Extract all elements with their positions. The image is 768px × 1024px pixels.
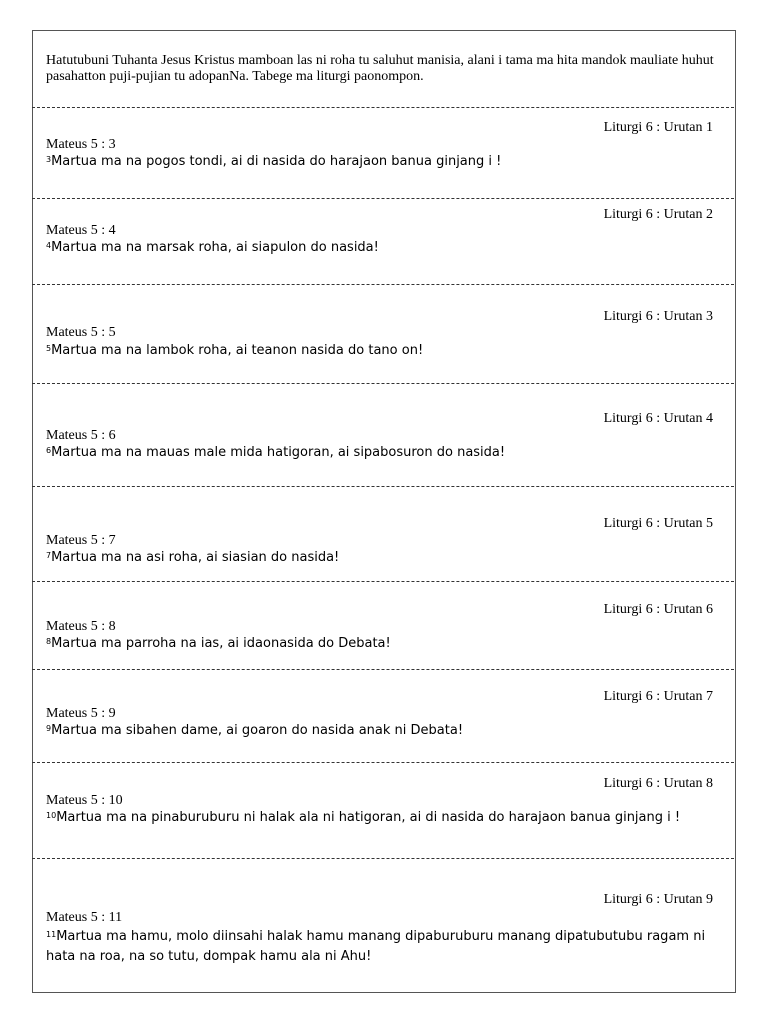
intro-paragraph: Hatutubuni Tuhanta Jesus Kristus mamboan las ni roha tu saluhut manisia, alani i tama ma hita mandok mauliate huhut pasahatton puji-pujian tu adopanNa. Tabege ma liturgi paonompon. [46, 53, 714, 84]
verse-reference: Mateus 5 : 10 [46, 793, 123, 808]
section-divider [32, 107, 734, 108]
verse-text [46, 548, 716, 568]
verse-reference: Mateus 5 : 4 [46, 223, 116, 238]
verse-reference: Mateus 5 : 3 [46, 137, 116, 152]
liturgi-label: Liturgi 6 : Urutan 7 [603, 689, 713, 704]
section-divider [32, 581, 734, 582]
verse-body: Martua ma na asi roha, ai siasian do nasida! [51, 550, 340, 565]
verse-number: 10 [46, 811, 57, 820]
page-frame [32, 30, 736, 993]
liturgi-label: Liturgi 6 : Urutan 5 [603, 516, 713, 531]
liturgi-label: Liturgi 6 : Urutan 9 [603, 892, 713, 907]
verse-body: Martua ma na pogos tondi, ai di nasida do harajaon banua ginjang i ! [51, 154, 502, 169]
verse-reference: Mateus 5 : 11 [46, 910, 123, 925]
verse-number: 4 [46, 241, 52, 250]
verse-text [46, 152, 716, 172]
verse-number: 3 [46, 155, 52, 164]
verse-reference: Mateus 5 : 7 [46, 533, 116, 548]
verse-body: Martua ma na lambok roha, ai teanon nasida do tano on! [51, 343, 424, 358]
verse-number: 5 [46, 344, 52, 353]
verse-number: 11 [46, 930, 57, 939]
section-divider [32, 198, 734, 199]
verse-text [46, 721, 716, 741]
verse-reference: Mateus 5 : 9 [46, 706, 116, 721]
verse-number: 6 [46, 446, 52, 455]
verse-text [46, 808, 716, 828]
verse-text [46, 443, 716, 463]
liturgi-label: Liturgi 6 : Urutan 2 [603, 207, 713, 222]
verse-text [46, 238, 716, 258]
verse-body: Martua ma na pinaburuburu ni halak ala ni hatigoran, ai di nasida do harajaon banua ginjang i ! [56, 810, 681, 825]
verse-number: 9 [46, 724, 52, 733]
verse-number: 7 [46, 551, 52, 560]
section-divider [32, 383, 734, 384]
verse-body: Martua ma sibahen dame, ai goaron do nasida anak ni Debata! [51, 723, 464, 738]
liturgi-label: Liturgi 6 : Urutan 1 [603, 120, 713, 135]
verse-body: Martua ma na mauas male mida hatigoran, ai sipabosuron do nasida! [51, 445, 506, 460]
liturgi-label: Liturgi 6 : Urutan 8 [603, 776, 713, 791]
verse-body: Martua ma hamu, molo diinsahi halak hamu manang dipaburuburu manang dipatubutubu ragam ni hata na roa, na so tutu, dompak hamu ala ni Ahu! [46, 929, 706, 964]
section-divider [32, 486, 734, 487]
verse-body: Martua ma parroha na ias, ai idaonasida do Debata! [51, 636, 391, 651]
liturgi-label: Liturgi 6 : Urutan 3 [603, 309, 713, 324]
verse-number: 8 [46, 637, 52, 646]
verse-text [46, 634, 716, 654]
verse-reference: Mateus 5 : 6 [46, 428, 116, 443]
verse-text [46, 341, 716, 361]
verse-reference: Mateus 5 : 8 [46, 619, 116, 634]
section-divider [32, 762, 734, 763]
verse-reference: Mateus 5 : 5 [46, 325, 116, 340]
section-divider [32, 284, 734, 285]
liturgi-label: Liturgi 6 : Urutan 4 [603, 411, 713, 426]
liturgi-label: Liturgi 6 : Urutan 6 [603, 602, 713, 617]
verse-body: Martua ma na marsak roha, ai siapulon do nasida! [51, 240, 379, 255]
section-divider [32, 858, 734, 859]
verse-text [46, 927, 716, 967]
section-divider [32, 669, 734, 670]
